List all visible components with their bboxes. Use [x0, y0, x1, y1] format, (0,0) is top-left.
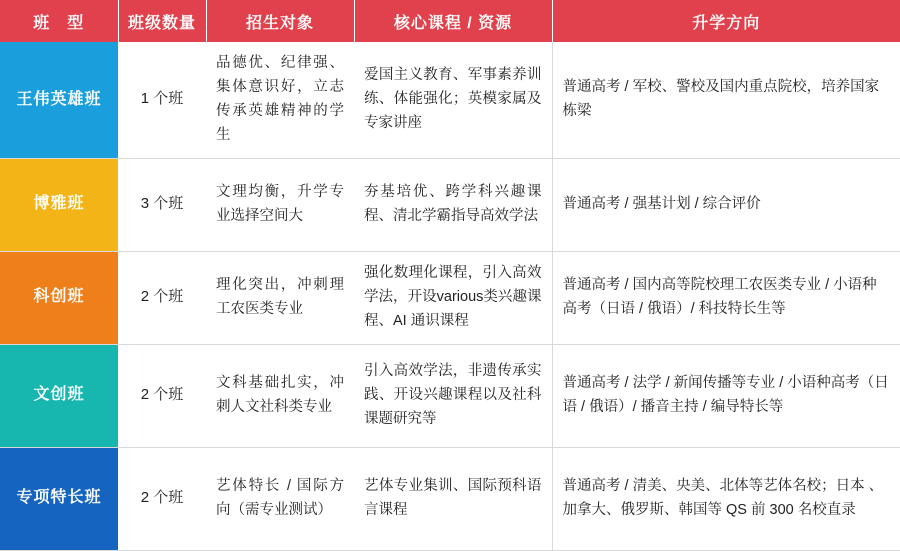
cell-class-type: 文创班 [0, 344, 118, 447]
cell-core-courses: 引入高效学法，非遗传承实践、开设兴趣课程以及社科课题研究等 [364, 362, 542, 427]
cell-education-path: 普通高考 / 清美、央美、北体等艺体名校；日本 、加拿大、俄罗斯、韩国等 QS 前 300 名校直录 [552, 447, 900, 550]
table-row [0, 42, 900, 158]
cell-class-type: 博雅班 [0, 158, 118, 251]
table-row [0, 158, 900, 251]
table-body [0, 42, 900, 550]
table-header [0, 0, 900, 42]
column-header-core-courses: 核心课程 / 资源 [354, 0, 552, 42]
cell-core-courses: 夯基培优、跨学科兴趣课程、清北学霸指导高效学法 [364, 183, 542, 224]
column-header-class-type: 班 型 [0, 0, 118, 42]
column-header-class-count: 班级数量 [118, 0, 206, 42]
cell-core-courses: 爱国主义教育、军事素养训练、体能强化；英模家属及专家讲座 [364, 66, 542, 131]
cell-target-students: 品德优、纪律强、集体意识好，立志传承英雄精神的学生 [216, 55, 344, 143]
cell-target-students: 文科基础扎实，冲刺人文社科类专业 [216, 374, 344, 415]
cell-class-count: 1 个班 [140, 90, 184, 108]
cell-class-count: 2 个班 [140, 489, 184, 507]
cell-target-students: 文理均衡，升学专业选择空间大 [216, 183, 344, 224]
column-header-education-path: 升学方向 [552, 0, 900, 42]
cell-class-count: 3 个班 [140, 195, 184, 213]
cell-target-students: 理化突出，冲刺理工农医类专业 [216, 276, 344, 317]
table-row [0, 251, 900, 344]
cell-class-count: 2 个班 [140, 386, 184, 404]
cell-education-path: 普通高考 / 军校、警校及国内重点院校，培养国家栋梁 [552, 42, 900, 158]
cell-education-path: 普通高考 / 国内高等院校理工农医类专业 / 小语种高考（日语 / 俄语）/ 科技特长生等 [552, 251, 900, 344]
cell-core-courses: 强化数理化课程，引入高效学法，开设various类兴趣课程、AI 通识课程 [364, 264, 542, 329]
table-row [0, 344, 900, 447]
cell-target-students: 艺体特长 / 国际方向（需专业测试） [216, 477, 344, 518]
column-header-target-students: 招生对象 [206, 0, 354, 42]
cell-education-path: 普通高考 / 法学 / 新闻传播等专业 / 小语种高考（日语 / 俄语）/ 播音主持 / 编导特长等 [552, 344, 900, 447]
table-header-row [0, 0, 900, 42]
cell-class-type: 科创班 [0, 251, 118, 344]
cell-core-courses: 艺体专业集训、国际预科语言课程 [364, 477, 542, 518]
cell-class-count: 2 个班 [140, 288, 184, 306]
cell-class-type: 专项特长班 [0, 447, 118, 550]
cell-education-path: 普通高考 / 强基计划 / 综合评价 [552, 158, 900, 251]
cell-class-type: 王伟英雄班 [0, 42, 118, 158]
